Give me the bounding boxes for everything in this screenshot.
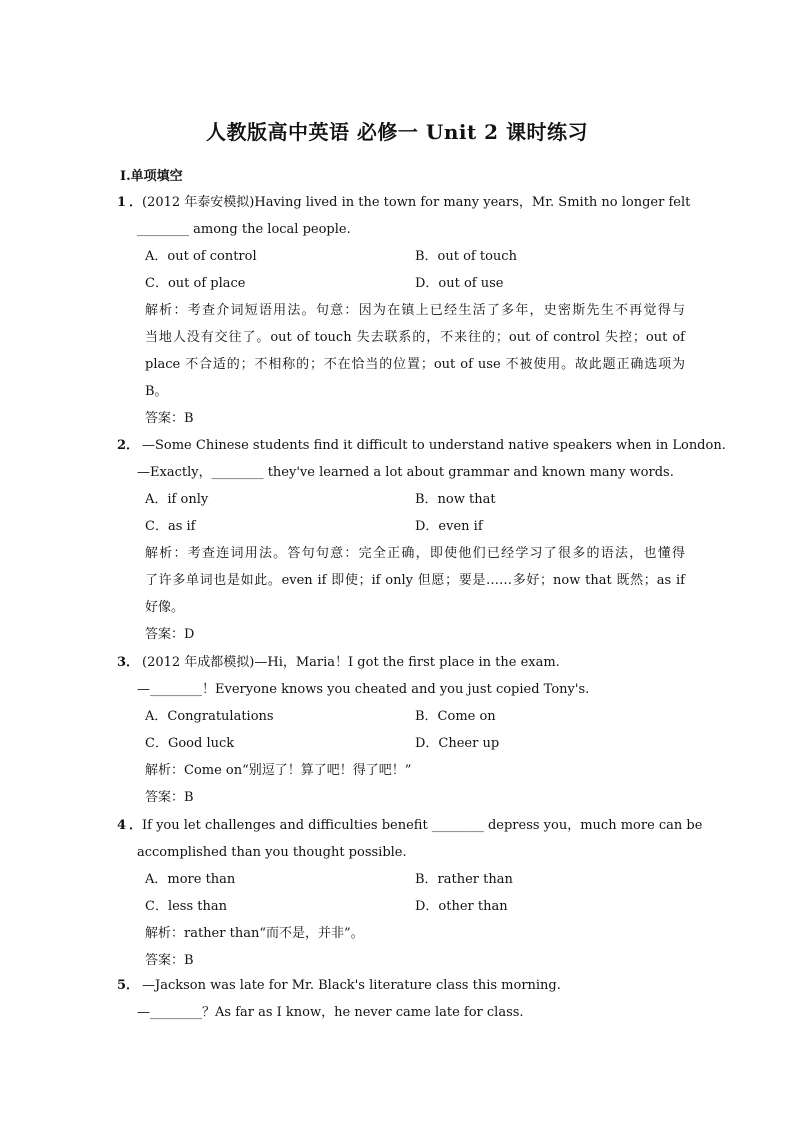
option-d: D．even if <box>415 519 483 534</box>
options-row <box>117 513 685 540</box>
question-stem-cont: ________ among the local people. <box>137 222 351 237</box>
option-d: D．Cheer up <box>415 736 500 751</box>
question-stem-cont: accomplished than you thought possible. <box>137 845 407 860</box>
explanation-line: 解析：考查介词短语用法。句意：因为在镇上已经生活了多年，史密斯先生不再觉得与 <box>145 303 685 318</box>
explanation-line: 解析：Come on“别逗了！算了吧！得了吧！” <box>145 763 412 778</box>
option-a: A．more than <box>145 872 236 887</box>
question-number: 5． <box>117 978 140 993</box>
option-d: D．other than <box>415 899 508 914</box>
question-number: 2． <box>117 438 140 453</box>
question-number: 4． <box>117 818 142 833</box>
answer: 答案：B <box>145 790 194 805</box>
option-b: B．Come on <box>415 709 496 724</box>
explanation-line: 了许多单词也是如此。even if 即使；if only 但愿；要是……多好；now that 既然；as if <box>145 573 685 588</box>
question-stem-cont: —Exactly，________ they've learned a lot about grammar and known many words. <box>137 465 674 480</box>
option-c: C．Good luck <box>145 736 235 751</box>
explanation-line: 解析：考查连词用法。答句句意：完全正确，即使他们已经学习了很多的语法，也懂得 <box>145 546 685 561</box>
option-a: A．out of control <box>145 249 257 264</box>
page-title: 人教版高中英语 必修一 Unit 2 课时练习 <box>205 120 589 144</box>
explanation-line: 当地人没有交往了。out of touch 失去联系的，不来往的；out of control 失控；out of <box>145 330 685 345</box>
question-4 <box>117 812 703 974</box>
question-stem-cont: —________？As far as I know，he never came late for class. <box>137 1005 524 1020</box>
question-stem: 2． —Some Chinese students find it difficult to understand native speakers when in London. <box>117 432 685 459</box>
option-b: B．now that <box>415 492 496 507</box>
question-stem: 3． (2012 年成都模拟)—Hi，Maria！I got the first place in the exam. <box>117 649 685 676</box>
question-3 <box>117 649 685 811</box>
explanation-line: 解析：rather than“而不是，并非”。 <box>145 926 364 941</box>
options-row <box>117 703 685 730</box>
question-stem-cont: —________！Everyone knows you cheated and you just copied Tony's. <box>137 682 590 697</box>
options-row <box>117 243 685 270</box>
option-c: C．less than <box>145 899 227 914</box>
option-b: B．out of touch <box>415 249 517 264</box>
option-d: D．out of use <box>415 276 504 291</box>
answer: 答案：D <box>145 627 195 642</box>
section-heading: Ⅰ.单项填空 <box>120 169 183 184</box>
options-row <box>117 270 685 297</box>
question-number: 1． <box>117 195 142 210</box>
option-b: B．rather than <box>415 872 513 887</box>
options-row <box>117 866 685 893</box>
option-a: A．if only <box>145 492 209 507</box>
question-stem: 5． —Jackson was late for Mr. Black's literature class this morning. <box>117 972 685 999</box>
answer: 答案：B <box>145 411 194 426</box>
explanation-line: place 不合适的；不相称的；不在恰当的位置；out of use 不被使用。故此题正确选项为 <box>145 357 685 372</box>
question-1 <box>117 189 691 432</box>
options-row <box>117 486 685 513</box>
question-5 <box>117 972 685 1026</box>
option-c: C．as if <box>145 519 196 534</box>
explanation-line: 好像。 <box>145 600 185 615</box>
question-number: 3． <box>117 655 140 670</box>
question-2 <box>117 432 726 648</box>
explanation-line: B。 <box>145 384 168 399</box>
option-c: C．out of place <box>145 276 246 291</box>
options-row <box>117 730 685 757</box>
option-a: A．Congratulations <box>145 709 274 724</box>
options-row <box>117 893 685 920</box>
question-stem: 1．(2012 年泰安模拟)Having lived in the town for many years，Mr. Smith no longer felt <box>117 189 685 216</box>
question-stem: 4．If you let challenges and difficulties benefit ________ depress you，much more can be <box>117 812 685 839</box>
answer: 答案：B <box>145 953 194 968</box>
